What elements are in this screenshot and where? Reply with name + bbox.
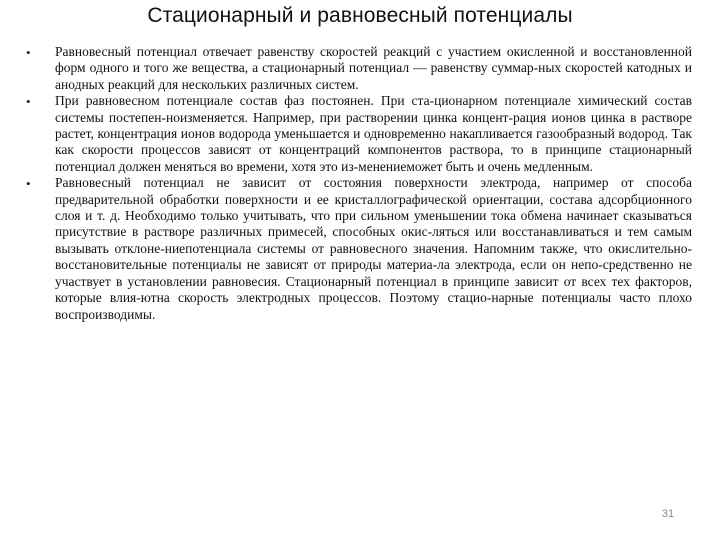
bullet-dot-icon: • <box>26 45 31 60</box>
page-number: 31 <box>661 508 675 520</box>
bullet-dot-icon: • <box>26 94 31 110</box>
bullet-text: Равновесный потенциал не зависит от состояния поверхности электрода, например от способа предварительной обработки поверхности и ее кристаллографической ориентации, состава адсорбционного слоя и т. д. Необходимо только учитывать, что при сильном уменьшении тока обмена начинает сказываться присутствие в растворе различных примесей, способных окис-ляться или восстанавливаться и тем самым вызывать отклоне-ниепотенциала системы от равновесного значения. Напомним также, что окислительно-восстановительные потенциалы не зависят от природы материа-ла электрода, если он непо-средственно не участвует в установлении равновесия. Стационарный потенциал в принципе зависит от всех тех факторов, которые влия-ютна скорость электродных процессов. Поэтому стацио-нарные потенциалы часто плохо воспроизводимы. <box>55 175 692 322</box>
bullet-list <box>26 44 692 323</box>
bullet-text: При равновесном потенциале состав фаз постоянен. При ста-ционарном потенциале химический состав системы постепен-ноизменяется. Например, при растворении цинка концент-рация ионов цинка в растворе растет, концентрация ионов водорода уменьшается и одновременно накапливается газообразный водород. Так как скорости процессов зависят от концентраций компонентов раствора, то в принципе стационарный потенциал должен меняться во времени, хотя это из-менениеможет быть и очень медленным. <box>55 93 692 174</box>
bullet-item-2 <box>26 93 692 175</box>
bullet-item-3 <box>26 175 692 323</box>
bullet-item-1 <box>26 44 692 93</box>
bullet-dot-icon: • <box>26 176 31 192</box>
slide-title: Стационарный и равновесный потенциалы <box>147 4 573 27</box>
bullet-text: Равновесный потенциал отвечает равенству скоростей реакций с участием окисленной и восстановленной форм одного и того же вещества, а стационарный потенциал — равенству суммар-ных скоростей катодных и анодных реакций для нескольких различных систем. <box>55 44 692 92</box>
